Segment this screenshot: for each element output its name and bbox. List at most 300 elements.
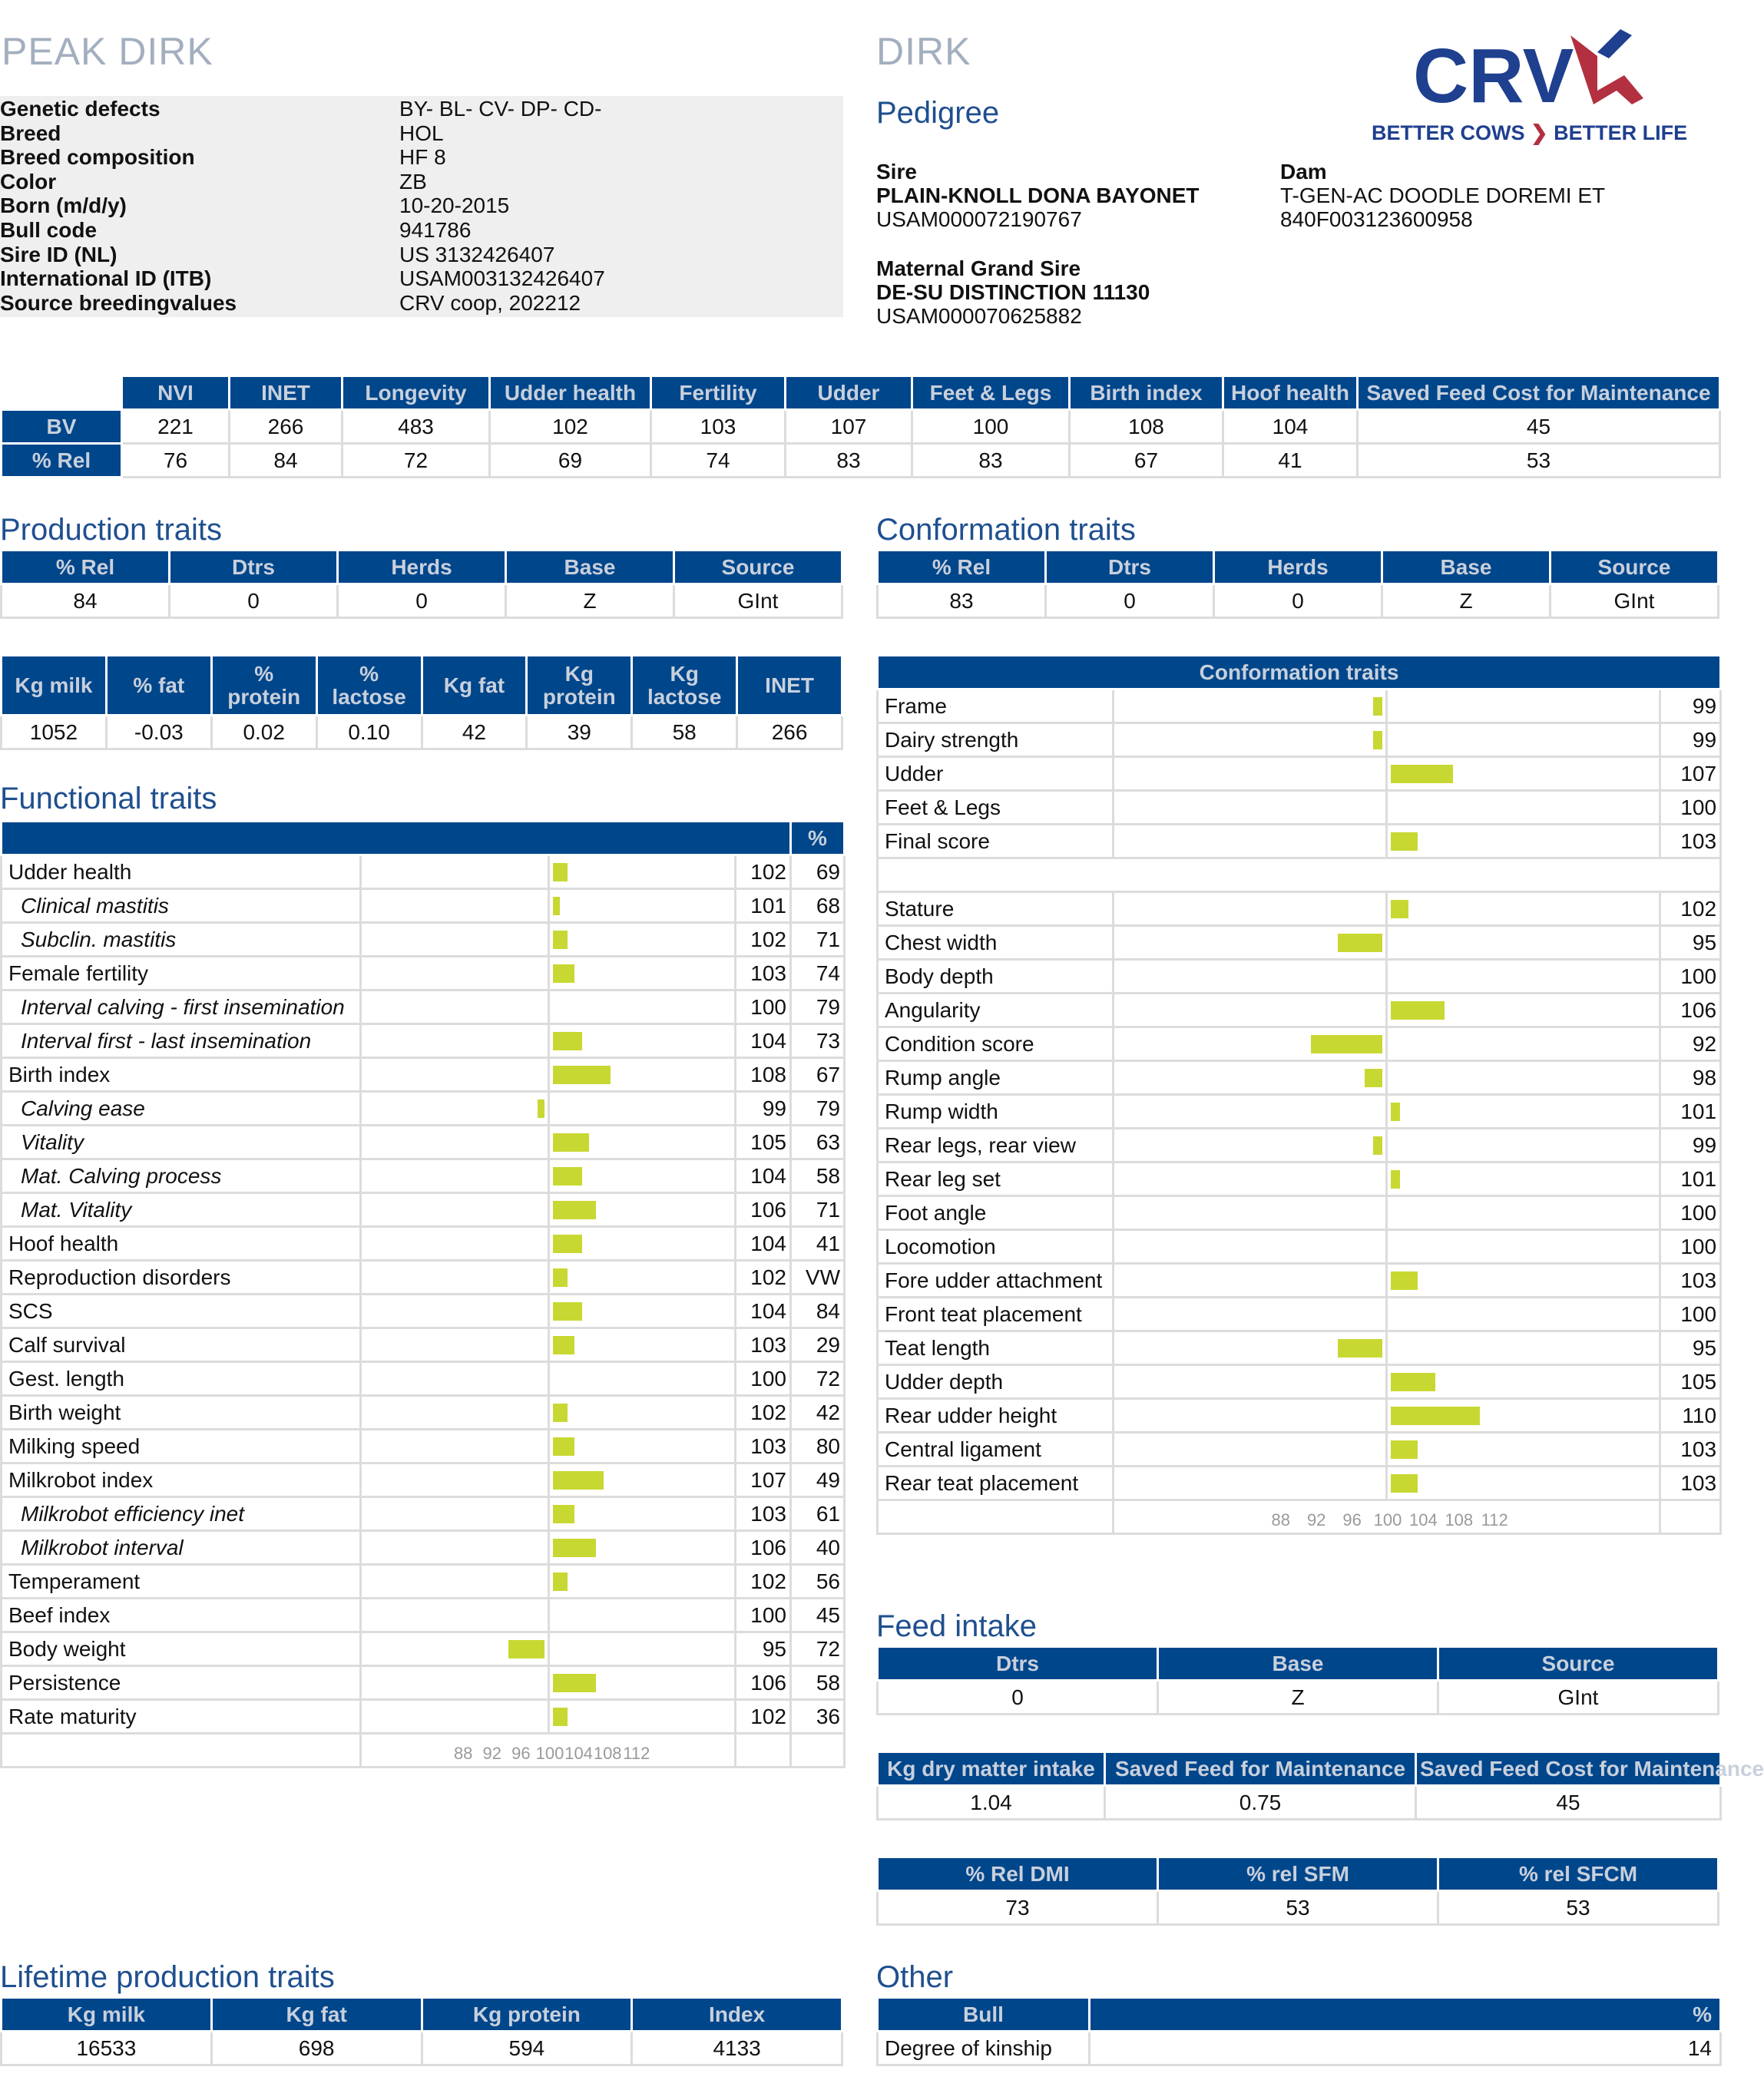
production-header: Source	[674, 551, 842, 584]
trait-name: Persistence	[2, 1666, 361, 1700]
trait-value: 103	[1660, 1433, 1721, 1467]
trait-bar	[1391, 900, 1408, 918]
bar-pos-cell	[549, 1497, 736, 1531]
trait-name: Gest. length	[2, 1362, 361, 1396]
info-value: ZB	[399, 169, 427, 193]
trait-name: Udder	[878, 757, 1114, 791]
bar-neg-cell	[361, 1126, 549, 1159]
bar-pos-cell	[549, 1024, 736, 1058]
index-table	[0, 375, 1721, 478]
axis-tick-label: 112	[1481, 1510, 1508, 1529]
functional-row	[2, 1463, 845, 1497]
conf-axis	[1114, 1500, 1660, 1534]
index-header: INET	[230, 376, 343, 410]
trait-reliability: 45	[791, 1599, 845, 1632]
lifetime-header: Kg fat	[211, 1998, 422, 2032]
mgs-name: DE-SU DISTINCTION 11130	[876, 280, 1150, 304]
trait-bar	[1391, 1272, 1418, 1290]
trait-bar	[1391, 765, 1453, 783]
bar-neg-cell	[1114, 892, 1387, 926]
index-header: Udder	[786, 376, 912, 410]
bar-pos-cell	[549, 1193, 736, 1227]
info-value: HF 8	[399, 145, 446, 170]
trait-value: 103	[736, 1430, 791, 1463]
axis-tick-label: 104	[1409, 1510, 1438, 1529]
info-row	[0, 193, 843, 218]
bar-pos-cell	[549, 855, 736, 889]
trait-bar	[1373, 1136, 1382, 1155]
production-cell: GInt	[674, 584, 842, 618]
production-cell: 84	[2, 584, 170, 618]
trait-name: Calving ease	[2, 1092, 361, 1126]
trait-name: Milkrobot index	[2, 1463, 361, 1497]
trait-name: Body depth	[878, 960, 1114, 994]
bar-pos-cell	[1387, 1433, 1660, 1467]
trait-bar	[553, 1708, 568, 1726]
functional-header-blank	[2, 822, 791, 855]
bv-cell: 483	[343, 410, 490, 444]
trait-value: 106	[736, 1193, 791, 1227]
trait-value: 95	[736, 1632, 791, 1666]
rel-cell: 41	[1223, 444, 1358, 478]
bar-pos-cell	[1387, 1027, 1660, 1061]
trait-name: Chest width	[878, 926, 1114, 960]
functional-row	[2, 1227, 845, 1261]
trait-bar	[553, 1404, 568, 1422]
rel-cell: 69	[490, 444, 651, 478]
trait-name: Female fertility	[2, 957, 361, 990]
conformation-title: Conformation traits	[876, 513, 1136, 547]
bar-pos-cell	[1387, 1061, 1660, 1095]
trait-bar	[553, 1235, 582, 1253]
lifetime-cell: 16533	[2, 2032, 212, 2065]
production-detail-cell: 266	[737, 716, 842, 749]
functional-row	[2, 889, 845, 923]
trait-bar	[553, 964, 574, 983]
bar-neg-cell	[361, 1058, 549, 1092]
trait-name: Rear teat placement	[878, 1467, 1114, 1500]
trait-bar	[1391, 1170, 1400, 1189]
trait-value: 107	[1660, 757, 1721, 791]
conformation-row	[878, 1298, 1721, 1331]
axis-tick-label: 112	[623, 1744, 650, 1763]
production-detail-header: % protein	[211, 656, 316, 716]
bar-neg-cell	[1114, 1129, 1387, 1162]
bar-neg-cell	[361, 1362, 549, 1396]
production-detail-cell: 0.02	[211, 716, 316, 749]
trait-name: Reproduction disorders	[2, 1261, 361, 1295]
bar-neg-cell	[361, 990, 549, 1024]
bar-neg-cell	[361, 1227, 549, 1261]
bar-neg-cell	[361, 1092, 549, 1126]
trait-value: 106	[1660, 994, 1721, 1027]
trait-value: 100	[1660, 960, 1721, 994]
info-key: Source breedingvalues	[0, 290, 237, 315]
bull-short-name: DIRK	[876, 30, 971, 73]
feed-rel-header: % rel SFCM	[1438, 1857, 1719, 1891]
feed-rel-header: % Rel DMI	[878, 1857, 1158, 1891]
other-header-pct: %	[1090, 1998, 1721, 2032]
trait-reliability: 71	[791, 923, 845, 957]
kinship-label: Degree of kinship	[878, 2032, 1090, 2065]
trait-bar	[1338, 1339, 1382, 1358]
functional-row	[2, 990, 845, 1024]
trait-bar	[553, 1437, 574, 1456]
conformation-row	[878, 690, 1721, 723]
trait-name: Birth index	[2, 1058, 361, 1092]
bar-pos-cell	[549, 1666, 736, 1700]
trait-value: 103	[736, 1328, 791, 1362]
bv-cell: 45	[1358, 410, 1720, 444]
info-row	[0, 266, 843, 291]
trait-name: Central ligament	[878, 1433, 1114, 1467]
trait-reliability: 58	[791, 1159, 845, 1193]
trait-name: Foot angle	[878, 1196, 1114, 1230]
functional-row	[2, 1430, 845, 1463]
trait-bar	[1338, 934, 1382, 952]
bar-pos-cell	[549, 1565, 736, 1599]
trait-bar	[553, 897, 560, 915]
bar-pos-cell	[549, 1126, 736, 1159]
axis-tick-label: 108	[593, 1744, 622, 1763]
functional-row	[2, 1261, 845, 1295]
trait-reliability: 80	[791, 1430, 845, 1463]
functional-row	[2, 1126, 845, 1159]
bar-pos-cell	[1387, 757, 1660, 791]
trait-name: Interval first - last insemination	[2, 1024, 361, 1058]
conformation-row	[878, 1331, 1721, 1365]
feed-header: Base	[1158, 1647, 1438, 1681]
other-title: Other	[876, 1960, 954, 1994]
trait-name: Condition score	[878, 1027, 1114, 1061]
trait-name: Udder depth	[878, 1365, 1114, 1399]
bar-pos-cell	[549, 923, 736, 957]
conformation-header: Dtrs	[1046, 551, 1214, 584]
conformation-row	[878, 1399, 1721, 1433]
trait-value: 100	[1660, 1196, 1721, 1230]
bull-name: PEAK DIRK	[2, 30, 213, 73]
conformation-row	[878, 1365, 1721, 1399]
functional-row	[2, 1058, 845, 1092]
bar-neg-cell	[361, 1328, 549, 1362]
lifetime-title: Lifetime production traits	[0, 1960, 335, 1994]
axis-tick-label: 96	[511, 1744, 531, 1763]
functional-row	[2, 1565, 845, 1599]
trait-name: Rump width	[878, 1095, 1114, 1129]
bar-neg-cell	[361, 1024, 549, 1058]
bar-neg-cell	[361, 1632, 549, 1666]
functional-row	[2, 855, 845, 889]
bar-neg-cell	[1114, 926, 1387, 960]
index-header: Udder health	[490, 376, 651, 410]
conformation-cell: 0	[1046, 584, 1214, 618]
feed-rel-cell: 53	[1158, 1891, 1438, 1925]
info-value: 941786	[399, 217, 472, 242]
trait-name: Rear leg set	[878, 1162, 1114, 1196]
trait-name: Feet & Legs	[878, 791, 1114, 825]
production-detail-header: Kg fat	[422, 656, 527, 716]
trait-bar	[553, 1201, 596, 1219]
trait-reliability: 72	[791, 1362, 845, 1396]
trait-value: 102	[736, 1261, 791, 1295]
trait-bar	[553, 1674, 596, 1692]
trait-reliability: 67	[791, 1058, 845, 1092]
bar-pos-cell	[549, 1295, 736, 1328]
bar-pos-cell	[549, 1227, 736, 1261]
axis-blank	[878, 1500, 1114, 1534]
trait-value: 101	[1660, 1095, 1721, 1129]
trait-bar	[553, 1505, 574, 1523]
feed-detail-header: Saved Feed Cost for Maintenance	[1416, 1752, 1721, 1786]
trait-value: 107	[736, 1463, 791, 1497]
feed-header: Dtrs	[878, 1647, 1158, 1681]
axis-tick-label: 88	[1271, 1510, 1291, 1529]
trait-reliability: VW	[791, 1261, 845, 1295]
trait-bar	[553, 1539, 596, 1557]
trait-name: Vitality	[2, 1126, 361, 1159]
trait-bar	[1391, 1001, 1445, 1020]
trait-reliability: 41	[791, 1227, 845, 1261]
trait-reliability: 72	[791, 1632, 845, 1666]
functional-row	[2, 1531, 845, 1565]
functional-row	[2, 1599, 845, 1632]
trait-bar	[1391, 1407, 1480, 1425]
info-value: HOL	[399, 121, 444, 145]
bar-pos-cell	[1387, 1129, 1660, 1162]
trait-name: SCS	[2, 1295, 361, 1328]
conformation-row	[878, 1230, 1721, 1264]
trait-bar	[1311, 1035, 1382, 1053]
info-row	[0, 291, 843, 316]
trait-bar	[553, 1572, 568, 1591]
trait-value: 104	[736, 1227, 791, 1261]
bar-neg-cell	[361, 1666, 549, 1700]
trait-value: 100	[736, 1362, 791, 1396]
trait-bar	[553, 1268, 568, 1287]
trait-reliability: 69	[791, 855, 845, 889]
trait-name: Temperament	[2, 1565, 361, 1599]
functional-pct-header: %	[791, 822, 845, 855]
trait-bar	[553, 931, 568, 949]
trait-name: Mat. Vitality	[2, 1193, 361, 1227]
trait-value: 106	[736, 1531, 791, 1565]
production-header: % Rel	[2, 551, 170, 584]
functional-row	[2, 1024, 845, 1058]
bar-pos-cell	[549, 1700, 736, 1734]
bar-pos-cell	[1387, 1467, 1660, 1500]
other-table	[876, 1996, 1722, 2066]
functional-row	[2, 1295, 845, 1328]
trait-value: 103	[1660, 1264, 1721, 1298]
bar-neg-cell	[1114, 1027, 1387, 1061]
bar-neg-cell	[1114, 1196, 1387, 1230]
index-header: Saved Feed Cost for Maintenance	[1358, 376, 1720, 410]
info-key: Color	[0, 169, 57, 193]
bar-pos-cell	[549, 1362, 736, 1396]
trait-value: 103	[1660, 825, 1721, 858]
logo-tagline-b: BETTER LIFE	[1554, 121, 1688, 144]
bar-pos-cell	[549, 1599, 736, 1632]
bar-neg-cell	[361, 1193, 549, 1227]
functional-row	[2, 923, 845, 957]
axis-blank	[736, 1734, 791, 1768]
trait-name: Fore udder attachment	[878, 1264, 1114, 1298]
functional-row	[2, 1666, 845, 1700]
trait-value: 102	[736, 1565, 791, 1599]
conformation-row	[878, 757, 1721, 791]
sire-label: Sire	[876, 160, 917, 184]
bar-pos-cell	[549, 1531, 736, 1565]
trait-value: 95	[1660, 926, 1721, 960]
bar-pos-cell	[1387, 1365, 1660, 1399]
trait-value: 102	[736, 1396, 791, 1430]
feed-detail-cell: 45	[1416, 1786, 1721, 1820]
functional-row	[2, 1497, 845, 1531]
bar-neg-cell	[361, 923, 549, 957]
production-detail-header: Kg protein	[527, 656, 632, 716]
bar-neg-cell	[1114, 791, 1387, 825]
conformation-row	[878, 1264, 1721, 1298]
bar-pos-cell	[1387, 892, 1660, 926]
info-value: US 3132426407	[399, 242, 555, 266]
info-key: Sire ID (NL)	[0, 242, 117, 266]
production-detail-header: INET	[737, 656, 842, 716]
production-cell: 0	[170, 584, 338, 618]
rel-cell: 74	[651, 444, 786, 478]
index-header: Longevity	[343, 376, 490, 410]
trait-value: 102	[1660, 892, 1721, 926]
info-key: Bull code	[0, 217, 98, 242]
conformation-row	[878, 994, 1721, 1027]
production-detail-header: Kg lactose	[632, 656, 737, 716]
trait-reliability: 29	[791, 1328, 845, 1362]
bar-pos-cell	[549, 1396, 736, 1430]
trait-bar	[553, 1167, 582, 1186]
production-detail-header: % lactose	[316, 656, 422, 716]
info-value: BY- BL- CV- DP- CD-	[399, 97, 602, 121]
info-key: Breed	[0, 121, 61, 145]
lifetime-header: Kg milk	[2, 1998, 212, 2032]
functional-row	[2, 1328, 845, 1362]
trait-reliability: 42	[791, 1396, 845, 1430]
bar-pos-cell	[1387, 994, 1660, 1027]
trait-name: Stature	[878, 892, 1114, 926]
logo-tagline	[1372, 121, 1687, 145]
mgs-label: Maternal Grand Sire	[876, 256, 1081, 280]
trait-bar	[1391, 1474, 1418, 1493]
axis-tick-label: 100	[535, 1744, 564, 1763]
bar-neg-cell	[1114, 960, 1387, 994]
axis-tick-label: 92	[1306, 1510, 1326, 1529]
trait-value: 100	[1660, 1230, 1721, 1264]
trait-value: 102	[736, 1700, 791, 1734]
bar-pos-cell	[1387, 1298, 1660, 1331]
bar-pos-cell	[549, 1092, 736, 1126]
bar-neg-cell	[361, 1463, 549, 1497]
trait-name: Dairy strength	[878, 723, 1114, 757]
trait-name: Locomotion	[878, 1230, 1114, 1264]
index-header: Fertility	[651, 376, 786, 410]
bar-neg-cell	[361, 1531, 549, 1565]
bar-neg-cell	[1114, 1298, 1387, 1331]
trait-name: Mat. Calving process	[2, 1159, 361, 1193]
rel-cell: 83	[912, 444, 1070, 478]
trait-value: 106	[736, 1666, 791, 1700]
trait-name: Hoof health	[2, 1227, 361, 1261]
bar-neg-cell	[1114, 825, 1387, 858]
bar-neg-cell	[361, 1497, 549, 1531]
feed-rel-cell: 73	[878, 1891, 1158, 1925]
trait-value: 101	[1660, 1162, 1721, 1196]
functional-row	[2, 1159, 845, 1193]
conformation-row	[878, 858, 1721, 892]
trait-value: 105	[736, 1126, 791, 1159]
lifetime-cell: 4133	[632, 2032, 842, 2065]
bar-neg-cell	[361, 957, 549, 990]
conformation-spacer	[878, 858, 1721, 892]
tagline-chevron-icon: ❯	[1531, 121, 1548, 144]
index-corner	[2, 376, 122, 410]
conformation-table	[876, 654, 1722, 1535]
trait-name: Subclin. mastitis	[2, 923, 361, 957]
lifetime-header: Kg protein	[422, 1998, 632, 2032]
production-header: Dtrs	[170, 551, 338, 584]
bar-pos-cell	[1387, 791, 1660, 825]
bar-neg-cell	[1114, 1433, 1387, 1467]
bar-pos-cell	[549, 1430, 736, 1463]
trait-bar	[1373, 697, 1382, 716]
trait-value: 110	[1660, 1399, 1721, 1433]
info-row	[0, 97, 843, 121]
production-header: Base	[506, 551, 674, 584]
trait-name: Frame	[878, 690, 1114, 723]
bv-cell: 104	[1223, 410, 1358, 444]
conformation-row	[878, 926, 1721, 960]
trait-name: Calf survival	[2, 1328, 361, 1362]
trait-value: 104	[736, 1024, 791, 1058]
info-row	[0, 243, 843, 267]
bv-cell: 103	[651, 410, 786, 444]
trait-bar	[1365, 1069, 1382, 1087]
trait-value: 102	[736, 855, 791, 889]
trait-name: Rear legs, rear view	[878, 1129, 1114, 1162]
trait-reliability: 79	[791, 990, 845, 1024]
trait-bar	[1391, 1103, 1400, 1121]
feed-detail-table	[876, 1751, 1764, 1820]
rel-cell: 72	[343, 444, 490, 478]
trait-reliability: 63	[791, 1126, 845, 1159]
trait-value: 100	[1660, 791, 1721, 825]
trait-value: 103	[736, 957, 791, 990]
conformation-row	[878, 1433, 1721, 1467]
axis-tick-label: 88	[453, 1744, 473, 1763]
kinship-value: 14	[1090, 2032, 1721, 2065]
trait-value: 102	[736, 923, 791, 957]
bar-pos-cell	[549, 1058, 736, 1092]
conformation-cell: 0	[1214, 584, 1382, 618]
bar-pos-cell	[1387, 1331, 1660, 1365]
conformation-table-header: Conformation traits	[878, 656, 1721, 690]
bar-pos-cell	[549, 1328, 736, 1362]
mgs-id: USAM000070625882	[876, 304, 1082, 328]
bar-pos-cell	[1387, 1399, 1660, 1433]
trait-name: Rear udder height	[878, 1399, 1114, 1433]
bar-neg-cell	[1114, 994, 1387, 1027]
dam-id: 840F003123600958	[1280, 207, 1473, 231]
bar-neg-cell	[1114, 1467, 1387, 1500]
rel-cell: 84	[230, 444, 343, 478]
production-detail-cell: -0.03	[106, 716, 211, 749]
